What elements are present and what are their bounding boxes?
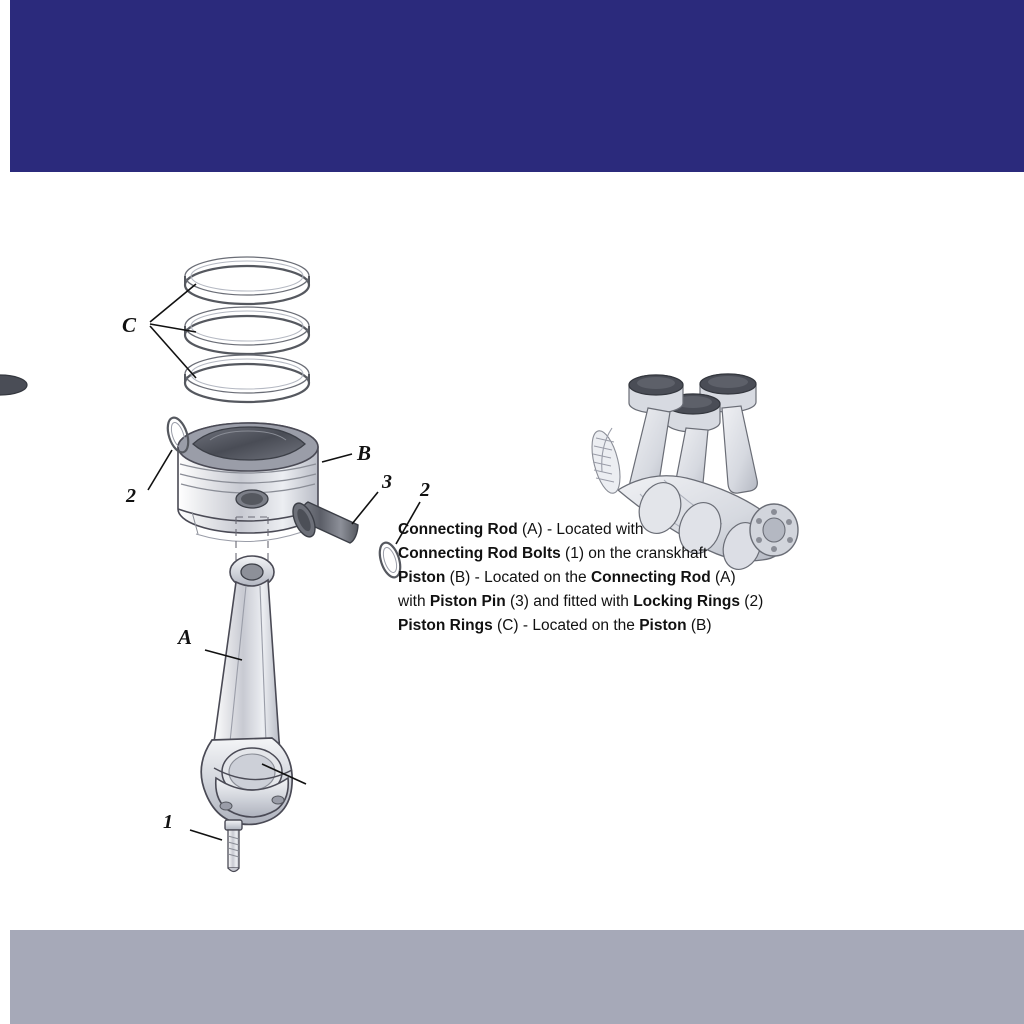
caption-line-1-bold: Connecting Rod	[398, 521, 518, 538]
piston-ring-2	[185, 307, 309, 354]
connecting-rod-bolt	[163, 811, 242, 872]
caption-line-5-bold-1: Piston Rings	[398, 617, 493, 634]
caption-line-4	[398, 590, 868, 614]
header-band	[10, 0, 1024, 172]
callout-label-1: 1	[163, 811, 173, 833]
callout-label-2-left: 2	[126, 485, 136, 507]
thumb-piston-front	[0, 375, 683, 413]
caption-line-4-bold-1: Piston Pin	[429, 593, 506, 610]
caption-line-2-rest: (1) on the cranskhaft	[560, 545, 708, 562]
caption-line-2	[398, 542, 868, 566]
caption-line-5-end: (B)	[686, 617, 712, 634]
caption-line-4-end: (2)	[739, 593, 764, 610]
caption-block	[398, 518, 868, 638]
callout-label-A: A	[178, 625, 193, 649]
caption-line-4-mid: (3) and fitted with	[505, 593, 634, 610]
callout-label-C: C	[122, 313, 137, 337]
callout-label-B: B	[357, 441, 372, 465]
caption-line-3-mid: (B) - Located on the	[445, 569, 591, 586]
callout-label-2-right: 2	[420, 479, 430, 501]
caption-line-1	[398, 518, 868, 542]
caption-line-4-bold-2: Locking Rings	[633, 593, 740, 610]
caption-line-3	[398, 566, 868, 590]
footer-band	[10, 930, 1024, 1024]
caption-line-3-end: (A)	[710, 569, 736, 586]
callout-label-3: 3	[382, 471, 392, 493]
piston-ring-3	[185, 355, 309, 402]
caption-line-5	[398, 614, 868, 638]
piston-rings-group	[122, 257, 309, 402]
caption-line-4-start: with	[398, 593, 430, 610]
piston-ring-1	[185, 257, 309, 304]
caption-line-3-bold-2: Connecting Rod	[590, 569, 711, 586]
caption-line-5-mid: (C) - Located on the	[492, 617, 640, 634]
caption-line-1-rest: (A) - Located with	[517, 521, 644, 538]
connecting-rod	[176, 556, 306, 824]
caption-line-3-bold-1: Piston	[398, 569, 446, 586]
caption-line-5-bold-2: Piston	[639, 617, 687, 634]
caption-line-2-bold: Connecting Rod Bolts	[398, 545, 561, 562]
